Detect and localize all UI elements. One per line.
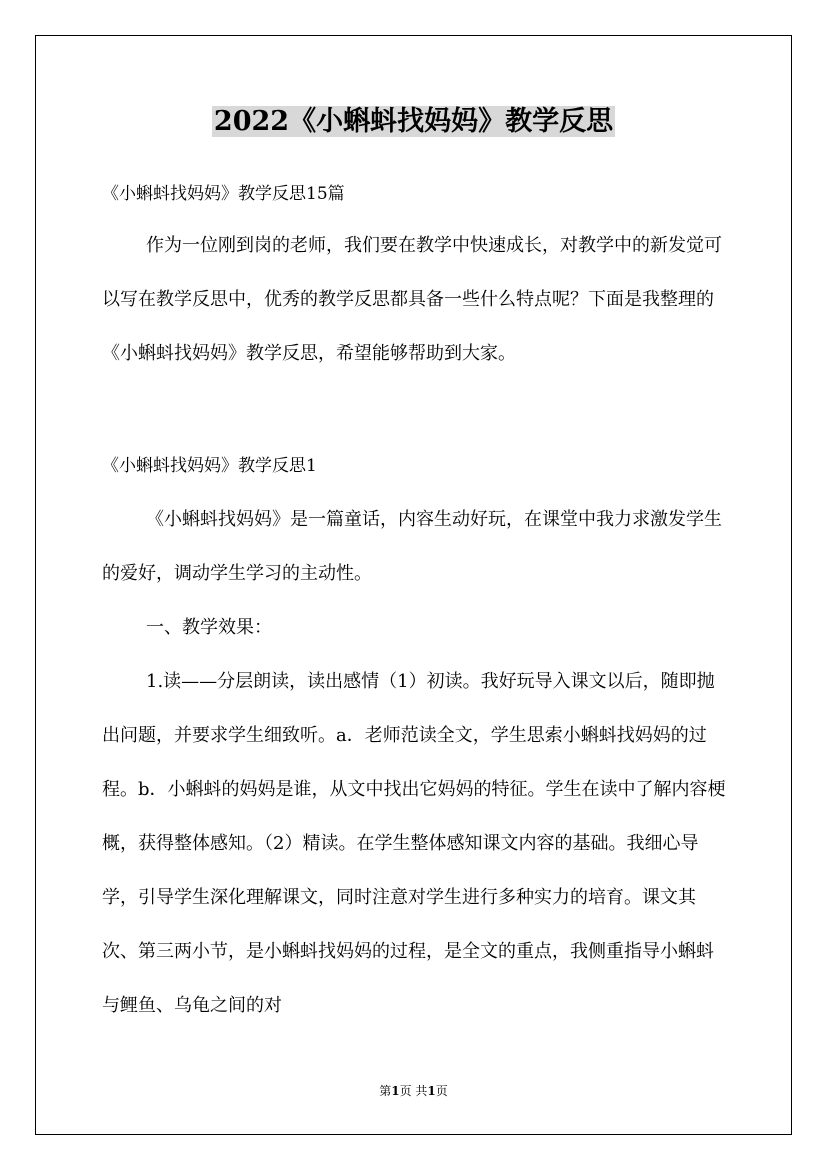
section-heading-1: 《小蝌蚪找妈妈》教学反思1 [102, 456, 317, 476]
footer-prefix: 第 [379, 1084, 392, 1098]
footer-mid: 页 共 [399, 1084, 428, 1098]
footer-page-number: 1 [391, 1084, 400, 1098]
footer-total-pages: 1 [427, 1084, 436, 1098]
intro-paragraph: 作为一位刚到岗的老师，我们要在教学中快速成长，对教学中的新发觉可以写在教学反思中，优秀的教学反思都具备一些什么特点呢？下面是我整理的《小蝌蚪找妈妈》教学反思，希望能够帮助到大家。 [102, 235, 722, 364]
document-subtitle: 《小蝌蚪找妈妈》教学反思15篇 [102, 184, 345, 204]
section1-paragraph-3: 1.读——分层朗读，读出感情（1）初读。我好玩导入课文以后，随即抛出问题，并要求学生细致听。a．老师范读全文，学生思索小蝌蚪找妈妈的过程。b．小蝌蚪的妈妈是谁，从文中找出它妈妈的特征。学生在读中了解内容梗概，获得整体感知。（2）精读。在学生整体感知课文内容的基础。我细心导学，引导学生深化理解课文，同时注意对学生进行多种实力的培育。课文其次、第三两小节，是小蝌蚪找妈妈的过程，是全文的重点，我侧重指导小蝌蚪与鲤鱼、乌龟之间的对 [102, 671, 726, 1016]
document-title [0, 102, 827, 142]
document-title-text: 2022《小蝌蚪找妈妈》教学反思 [213, 106, 614, 137]
page-footer [0, 1083, 827, 1099]
section1-paragraph-1: 《小蝌蚪找妈妈》是一篇童话，内容生动好玩，在课堂中我力求激发学生的爱好，调动学生学习的主动性。 [102, 509, 722, 584]
footer-suffix: 页 [435, 1084, 448, 1098]
section1-paragraph-2: 一、教学效果： [146, 617, 272, 638]
